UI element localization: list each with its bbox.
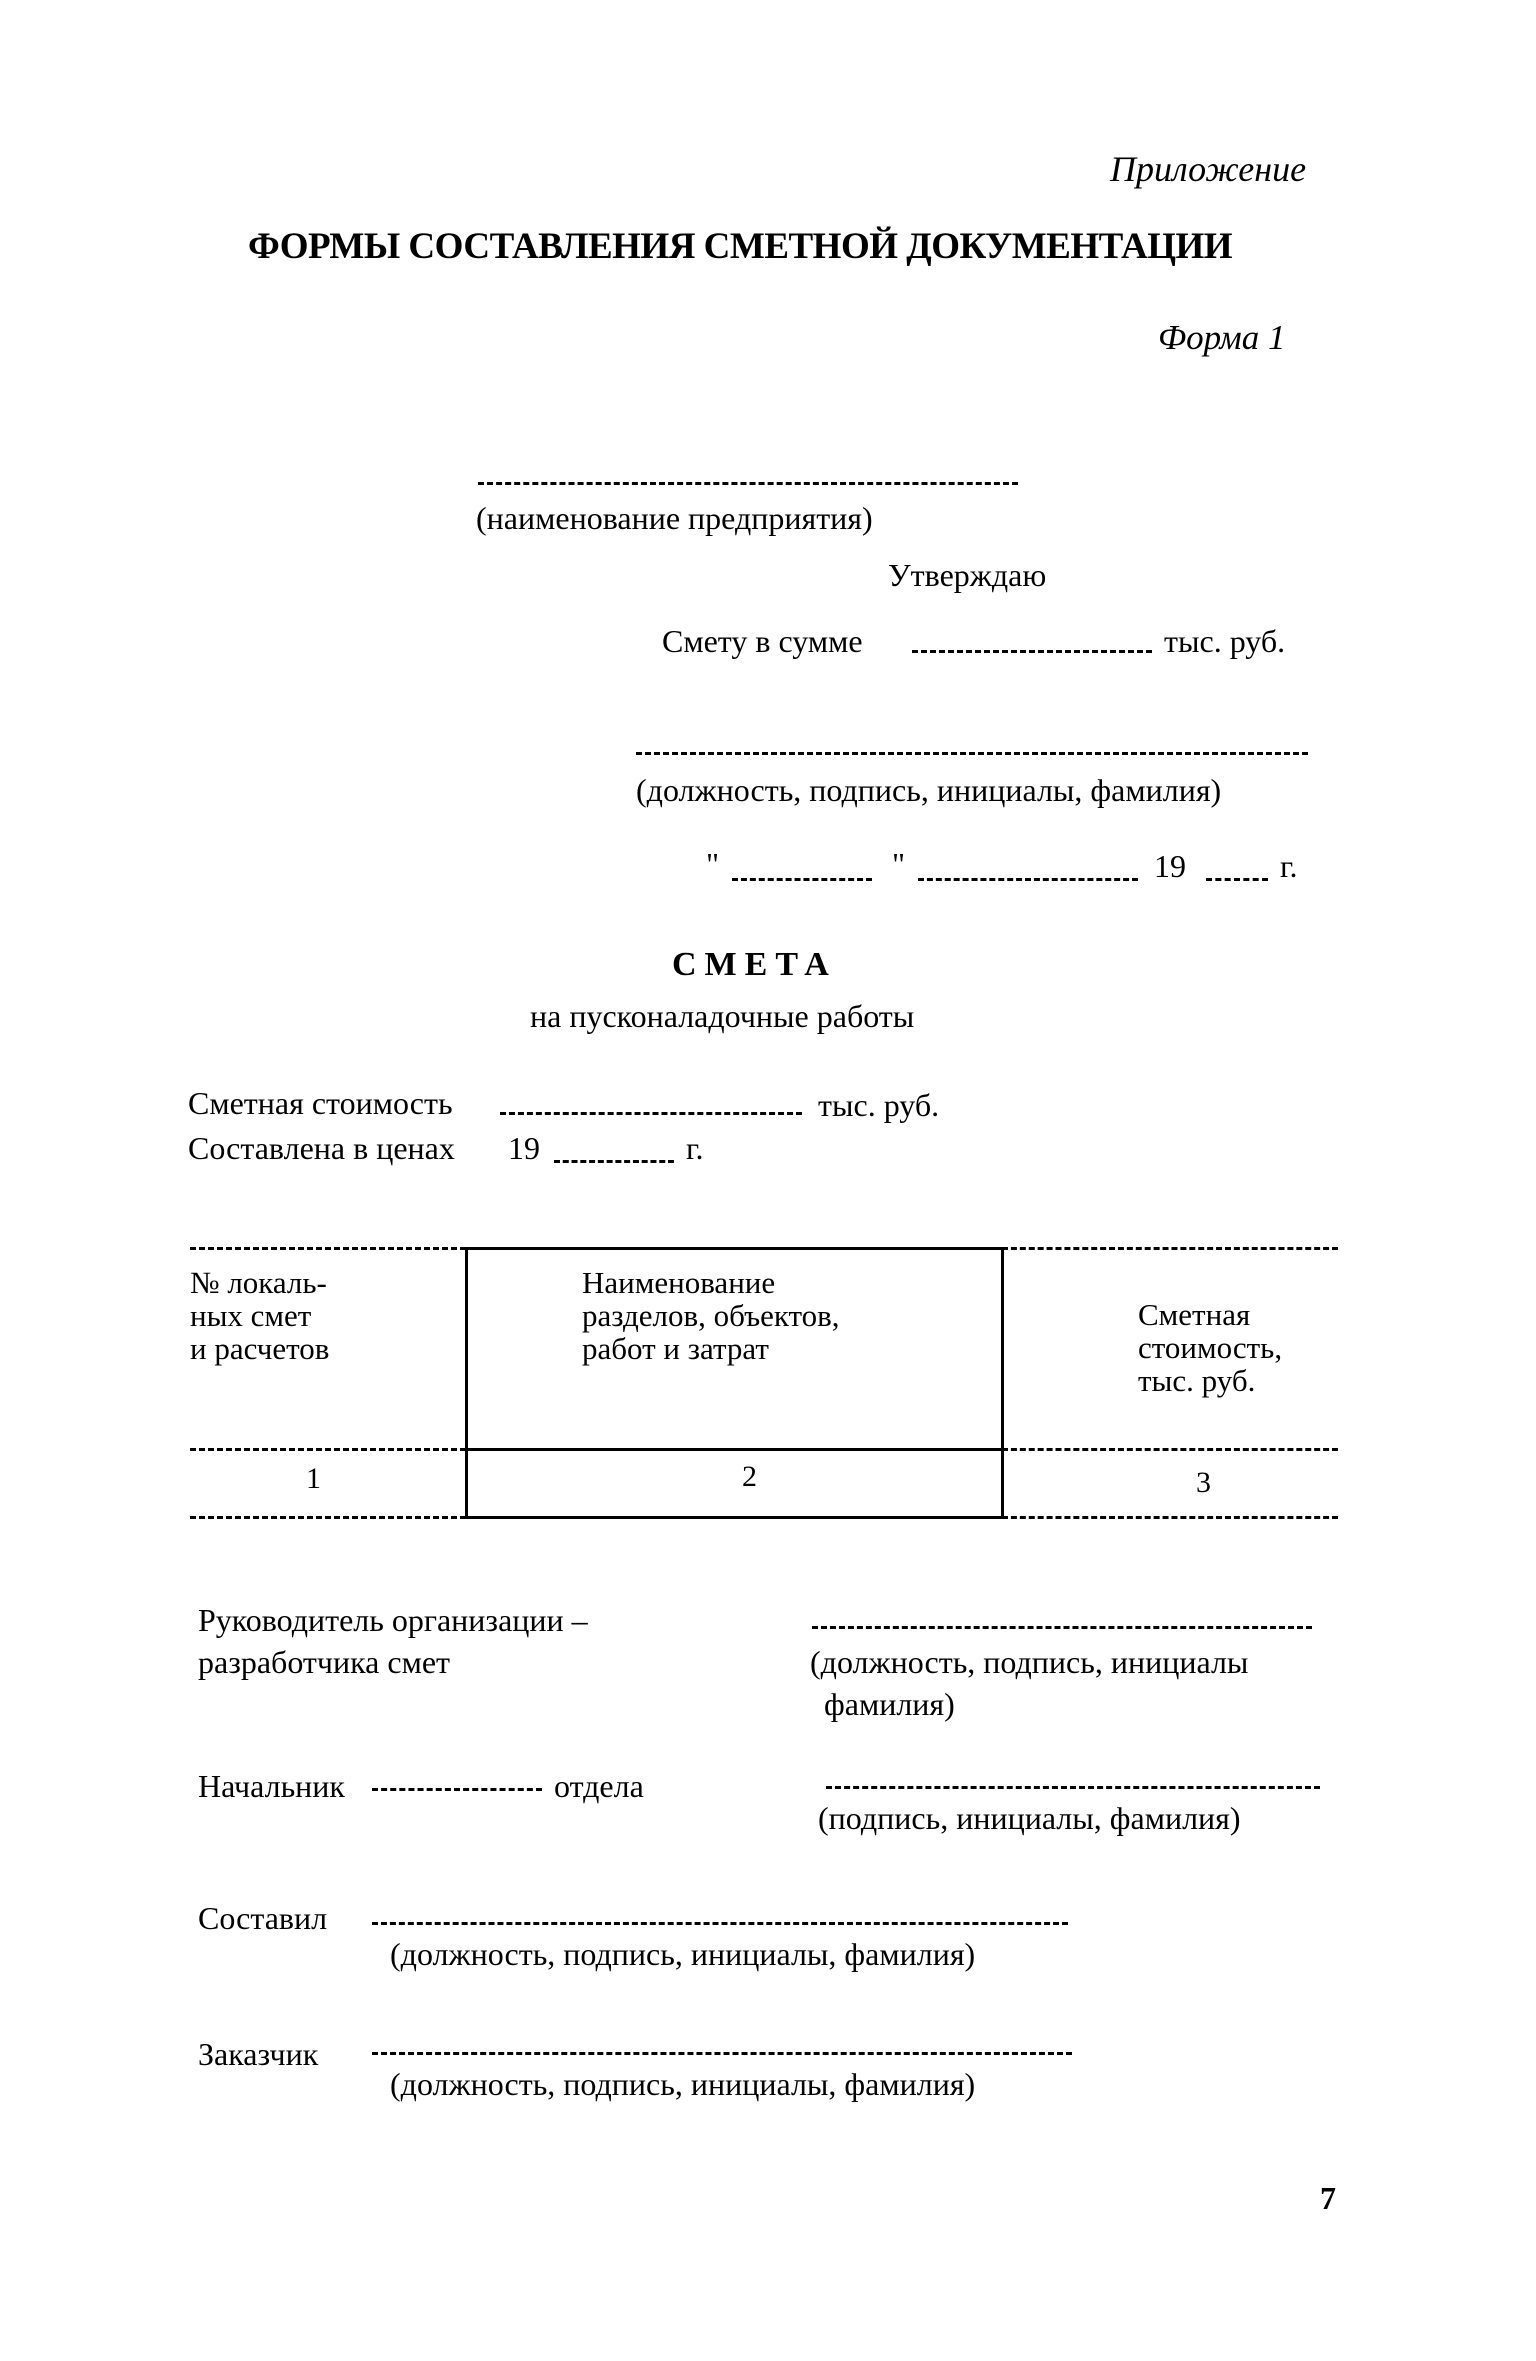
customer-label: Заказчик	[198, 2036, 319, 2072]
appendix-label: Приложение	[1110, 149, 1307, 189]
prices-suffix: г.	[686, 1130, 704, 1166]
prices-label: Составлена в ценах	[188, 1130, 455, 1166]
customer-signature-line	[372, 2052, 1072, 2055]
table-bottom-right	[1002, 1516, 1338, 1519]
table-header-col2	[582, 1266, 840, 1365]
table-header-col1	[190, 1266, 329, 1365]
head-label-line2: разработчика смет	[198, 1644, 451, 1680]
table-col-divider-2	[1001, 1248, 1004, 1518]
chief-suffix: отдела	[554, 1768, 644, 1804]
page-number: 7	[1320, 2180, 1336, 2216]
table-header-col3-line1: Сметная	[1138, 1297, 1251, 1332]
date-day-line	[732, 878, 872, 881]
date-close-quote: "	[892, 846, 906, 882]
prices-year-line	[554, 1160, 674, 1163]
table-top-left	[190, 1247, 466, 1250]
head-caption-line2: фамилия)	[824, 1686, 955, 1722]
chief-department-line	[372, 1788, 542, 1791]
enterprise-caption: (наименование предприятия)	[476, 500, 873, 536]
table-mid-right	[1002, 1448, 1338, 1451]
table-header-col1-line1: № локаль-	[190, 1265, 327, 1300]
date-open-quote: "	[706, 846, 720, 882]
table-header-col3-line2: стоимость,	[1138, 1330, 1283, 1365]
table-header-col2-line2: разделов, объектов,	[582, 1298, 840, 1333]
table-header-col1-line3: и расчетов	[190, 1331, 330, 1366]
main-title: ФОРМЫ СОСТАВЛЕНИЯ СМЕТНОЙ ДОКУМЕНТАЦИИ	[248, 226, 1233, 267]
cost-line	[500, 1112, 802, 1115]
chief-prefix: Начальник	[198, 1768, 345, 1804]
date-year-line	[1206, 878, 1268, 881]
head-caption-line1: (должность, подпись, инициалы	[810, 1644, 1249, 1680]
composer-caption: (должность, подпись, инициалы, фамилия)	[390, 1936, 976, 1972]
table-header-col2-line3: работ и затрат	[582, 1331, 769, 1366]
table-bottom-left	[190, 1516, 466, 1519]
head-label-line1: Руководитель организации –	[198, 1602, 588, 1638]
signer-line	[636, 752, 1308, 755]
chief-caption: (подпись, инициалы, фамилия)	[818, 1800, 1241, 1836]
date-month-line	[918, 878, 1138, 881]
composer-signature-line	[372, 1922, 1068, 1925]
table-col-divider-1	[465, 1248, 468, 1518]
approve-label: Утверждаю	[888, 557, 1047, 593]
chief-signature-line	[826, 1786, 1320, 1789]
cost-label: Сметная стоимость	[188, 1085, 453, 1121]
table-top-mid	[466, 1247, 1002, 1250]
sum-unit: тыс. руб.	[1164, 623, 1286, 659]
sum-line	[912, 650, 1152, 653]
table-number-1: 1	[306, 1462, 321, 1495]
composer-label: Составил	[198, 1900, 328, 1936]
table-top-right	[1002, 1247, 1338, 1250]
estimate-subtitle: на пусконаладочные работы	[530, 998, 915, 1034]
table-header-col1-line2: ных смет	[190, 1298, 312, 1333]
customer-caption: (должность, подпись, инициалы, фамилия)	[390, 2066, 976, 2102]
cost-unit: тыс. руб.	[818, 1087, 940, 1123]
table-header-col2-line1: Наименование	[582, 1265, 776, 1300]
estimate-title: СМЕТА	[672, 946, 837, 983]
head-signature-line	[812, 1626, 1312, 1629]
table-number-3: 3	[1196, 1466, 1211, 1499]
date-year-suffix: г.	[1280, 848, 1298, 884]
date-year-prefix: 19	[1154, 848, 1186, 884]
table-mid-left	[190, 1448, 466, 1451]
table-number-2: 2	[742, 1460, 757, 1493]
table-header-col3	[1138, 1298, 1282, 1397]
form-label: Форма 1	[1158, 318, 1286, 357]
table-header-col3-line3: тыс. руб.	[1138, 1363, 1256, 1398]
table-mid-mid	[466, 1448, 1002, 1451]
prices-year: 19	[508, 1130, 540, 1166]
table-bottom-mid	[466, 1516, 1002, 1519]
enterprise-name-line	[478, 482, 1018, 485]
sum-prefix: Смету в сумме	[662, 623, 863, 659]
signer-caption: (должность, подпись, инициалы, фамилия)	[636, 772, 1222, 808]
